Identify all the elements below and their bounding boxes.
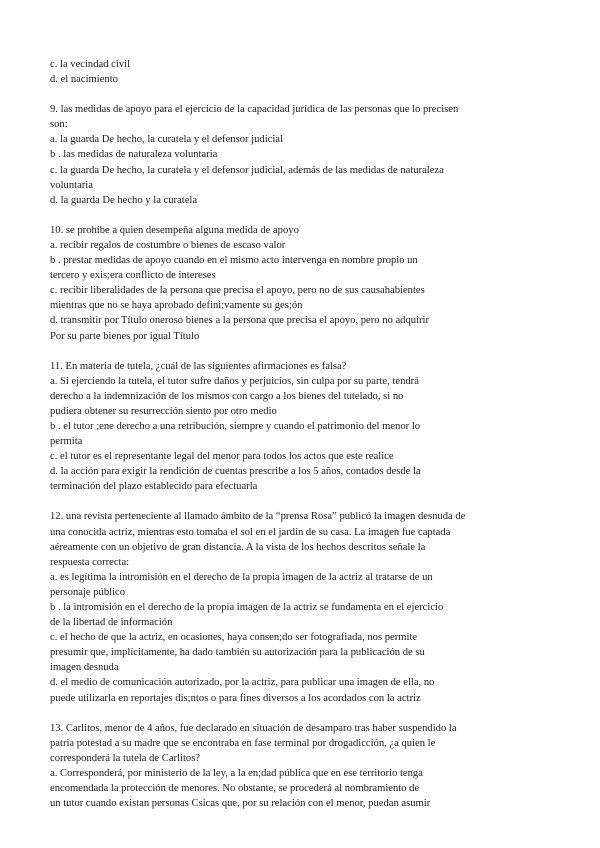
answer-option: b . la intromisión en el derecho de la propia imagen de la actriz se fundamenta en el ejercicio [50,602,444,613]
question-text: una conocida actriz, mientras esto tomaba el sol en el jardín de su casa. La imagen fue captada [50,526,451,538]
question-12 [50,509,530,705]
question-text: aéreamente con un objetivo de gran distancia. A la vista de los hechos descritos señale la [50,541,426,553]
question-text: patria potestad a su madre que se encontraba en fase terminal por drogadicción, ¿a quien le [50,737,436,749]
answer-option: tercero y exis;era conflicto de intereses [50,270,216,282]
answer-option: mientras que no se haya aprobado defini;vamente su ges;ón [50,300,303,312]
answer-option: terminación del plazo establecido para efectuarla [50,481,258,493]
question-13 [50,721,530,812]
answer-option: voluntaria [50,179,93,191]
answer-option: b . el tutor ;ene derecho a una retribución, siempre y cuando el patrimonio del menor lo [50,420,421,432]
answer-option: c. la vecindad civil [50,59,131,70]
answer-option: b . prestar medidas de apoyo cuando en el mismo acto intervenga en nombre propio un [50,255,418,267]
answer-option: d. el nacimiento [50,74,118,86]
answer-option: de la libertad de información [50,617,173,629]
answer-option: c. el tutor es el representante legal del menor para todos los actos que este realice [50,451,394,463]
answer-option: a. es legítima la intromisión en el derecho de la propia imagen de la actriz al tratarse de un [50,571,433,583]
answer-option: Por su parte bienes por igual Título [50,330,200,342]
question-10 [50,223,530,344]
answer-option: a. Si ejerciendo la tutela, el tutor sufre daños y perjuicios, sin culpa por su parte, tendrá [50,375,419,387]
answer-option: a. recibir regalos de costumbre o bienes de escaso valor [50,239,286,251]
answer-option: personaje público [50,586,126,598]
question-text: 11. En materia de tutela, ¿cuál de las siguientes afirmaciones es falsa? [50,360,347,372]
question-text: 12. una revista perteneciente al llamado ámbito de la “prensa Rosa” publicó la imagen desnuda de [50,511,466,523]
question-text: corresponderá la tutela de Carlitos? [50,752,201,764]
question-11 [50,359,530,495]
answer-option: d. transmitir por Título oneroso bienes a la persona que precisa el apoyo, pero no adquirir [50,315,430,327]
question-8-tail [50,57,530,87]
answer-option: permita [50,436,83,448]
question-text: respuesta correcta: [50,556,130,568]
answer-option: derecho a la indemnización de los mismos con cargo a los bienes del tutelado, si no [50,390,404,402]
answer-option: d. la guarda De hecho y la curatela [50,194,198,206]
answer-option: un tutor cuando existan personas Csicas que, por su relación con el menor, puedan asumir [50,798,431,810]
answer-option: a. Corresponderá, por ministerio de la ley, a la en;dad pública que en ese territorio tenga [50,767,423,779]
answer-option: c. recibir liberalidades de la persona que precisa el apoyo, pero no de sus causahabientes [50,285,425,297]
answer-option: puede utilizarla en reportajes dis;ntos o para fines diversos a los acordados con la actriz [50,692,421,704]
answer-option: b . las medidas de naturaleza voluntaria [50,149,218,161]
answer-option: c. la guarda De hecho, la curatela y el defensor judicial, además de las medidas de naturaleza [50,164,444,176]
answer-option: encomendada la protección de menores. No obstante, se procederá al nombramiento de [50,783,420,795]
question-text: 10. se prohíbe a quien desempeña alguna medida de apoyo [50,224,299,236]
question-text: son: [50,119,68,131]
answer-option: a. la guarda De hecho, la curatela y el defensor judicial [50,134,283,146]
answer-option: d. el medio de comunicación autorizado, por la actriz, para publicar una imagen de ella, no [50,677,435,689]
question-9 [50,102,530,208]
question-text: 13. Carlitos, menor de 4 años, fue declarado en situación de desamparo tras haber suspendido la [50,722,457,734]
answer-option: pudiera obtener su resurrección siento por otro medio [50,405,277,417]
answer-option: presumir que, implícitamente, ha dado también su autorización para la publicación de su [50,647,425,659]
question-text: 9. las medidas de apoyo para el ejercicio de la capacidad jurídica de las personas que lo precisen [50,104,459,116]
answer-option: d. la acción para exigir la rendición de cuentas prescribe a los 5 años, contados desde la [50,466,421,478]
answer-option: c. el hecho de que la actriz, en ocasiones, haya consen;do ser fotografiada, nos permite [50,632,418,644]
answer-option: imagen desnuda [50,662,119,674]
